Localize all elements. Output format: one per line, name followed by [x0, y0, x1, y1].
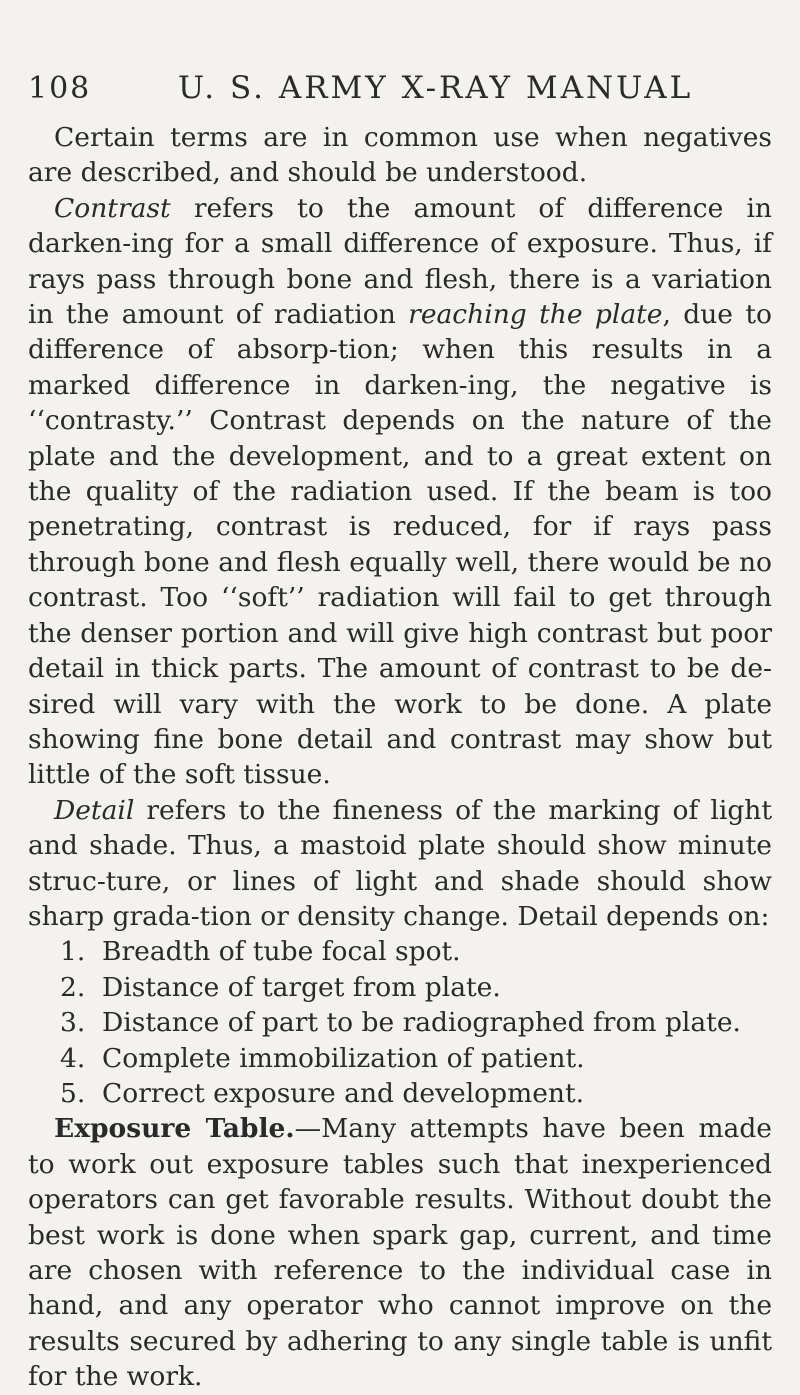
contrast-text-b: , due to difference of absorp-tion; when this results in a marked difference in darken-ing, the negative is ‘‘contrasty.’’ Contrast depends on the nature of the plate and the development, and to a great extent on the quality of the radiation used. If the beam is too penetrating, contrast is reduced, for if rays pass through bone and flesh equally well, there would be no contrast. Too ‘‘soft’’ radiation will fail to get through the denser portion and will give high contrast but poor detail in thick parts. The amount of contrast to be de-sired will vary with the work to be done. A plate showing fine bone detail and contrast may show but little of the soft tissue.	[28, 299, 772, 791]
detail-text: refers to the fineness of the marking of light and shade. Thus, a mastoid plate should show minute struc-ture, or lines of light and shade should show sharp grada-tion or density change. Detail depends on:	[28, 794, 772, 932]
list-item-number: 3.	[60, 1007, 86, 1039]
exposure-paragraph	[28, 1111, 772, 1394]
contrast-text-a: refers to the amount of difference in darken-ing for a small difference of exposure. Thus, if rays pass through bone and flesh, there is a variation in the amount of radiation	[28, 192, 772, 331]
intro-paragraph	[28, 120, 772, 191]
page-header	[28, 70, 772, 106]
list-item	[28, 1041, 772, 1076]
contrast-paragraph	[28, 191, 772, 793]
detail-factors-list	[28, 934, 772, 1111]
contrast-term: Contrast	[54, 192, 171, 224]
list-item	[28, 1076, 772, 1111]
list-item-text: Breadth of tube focal spot.	[102, 936, 461, 968]
contrast-emphasis: reaching the plate	[408, 299, 663, 331]
exposure-text: —Many attempts have been made to work out exposure tables such that inexperienced operators can get favorable results. Without doubt the best work is done when spark gap, current, and time are chosen with reference to the individual case in hand, and any operator who cannot improve on the results secured by adhering to any single table is unfit for the work.	[28, 1113, 772, 1393]
list-item	[28, 970, 772, 1005]
page-number: 108	[28, 71, 92, 106]
list-item-number: 5.	[60, 1077, 86, 1109]
running-title: U. S. ARMY X-RAY MANUAL	[178, 70, 694, 106]
list-item	[28, 934, 772, 969]
list-item-number: 1.	[60, 936, 86, 968]
list-item-text: Complete immobilization of patient.	[102, 1042, 585, 1074]
list-item-text: Distance of target from plate.	[102, 971, 501, 1003]
exposure-term: Exposure Table.	[54, 1113, 295, 1145]
list-item-text: Distance of part to be radiographed from plate.	[102, 1007, 741, 1039]
detail-paragraph	[28, 793, 772, 935]
list-item-number: 2.	[60, 971, 86, 1003]
intro-text: Certain terms are in common use when negatives are described, and should be understood.	[28, 122, 772, 189]
list-item-number: 4.	[60, 1042, 86, 1074]
list-item	[28, 1005, 772, 1040]
detail-term: Detail	[54, 794, 135, 826]
list-item-text: Correct exposure and development.	[102, 1077, 585, 1109]
